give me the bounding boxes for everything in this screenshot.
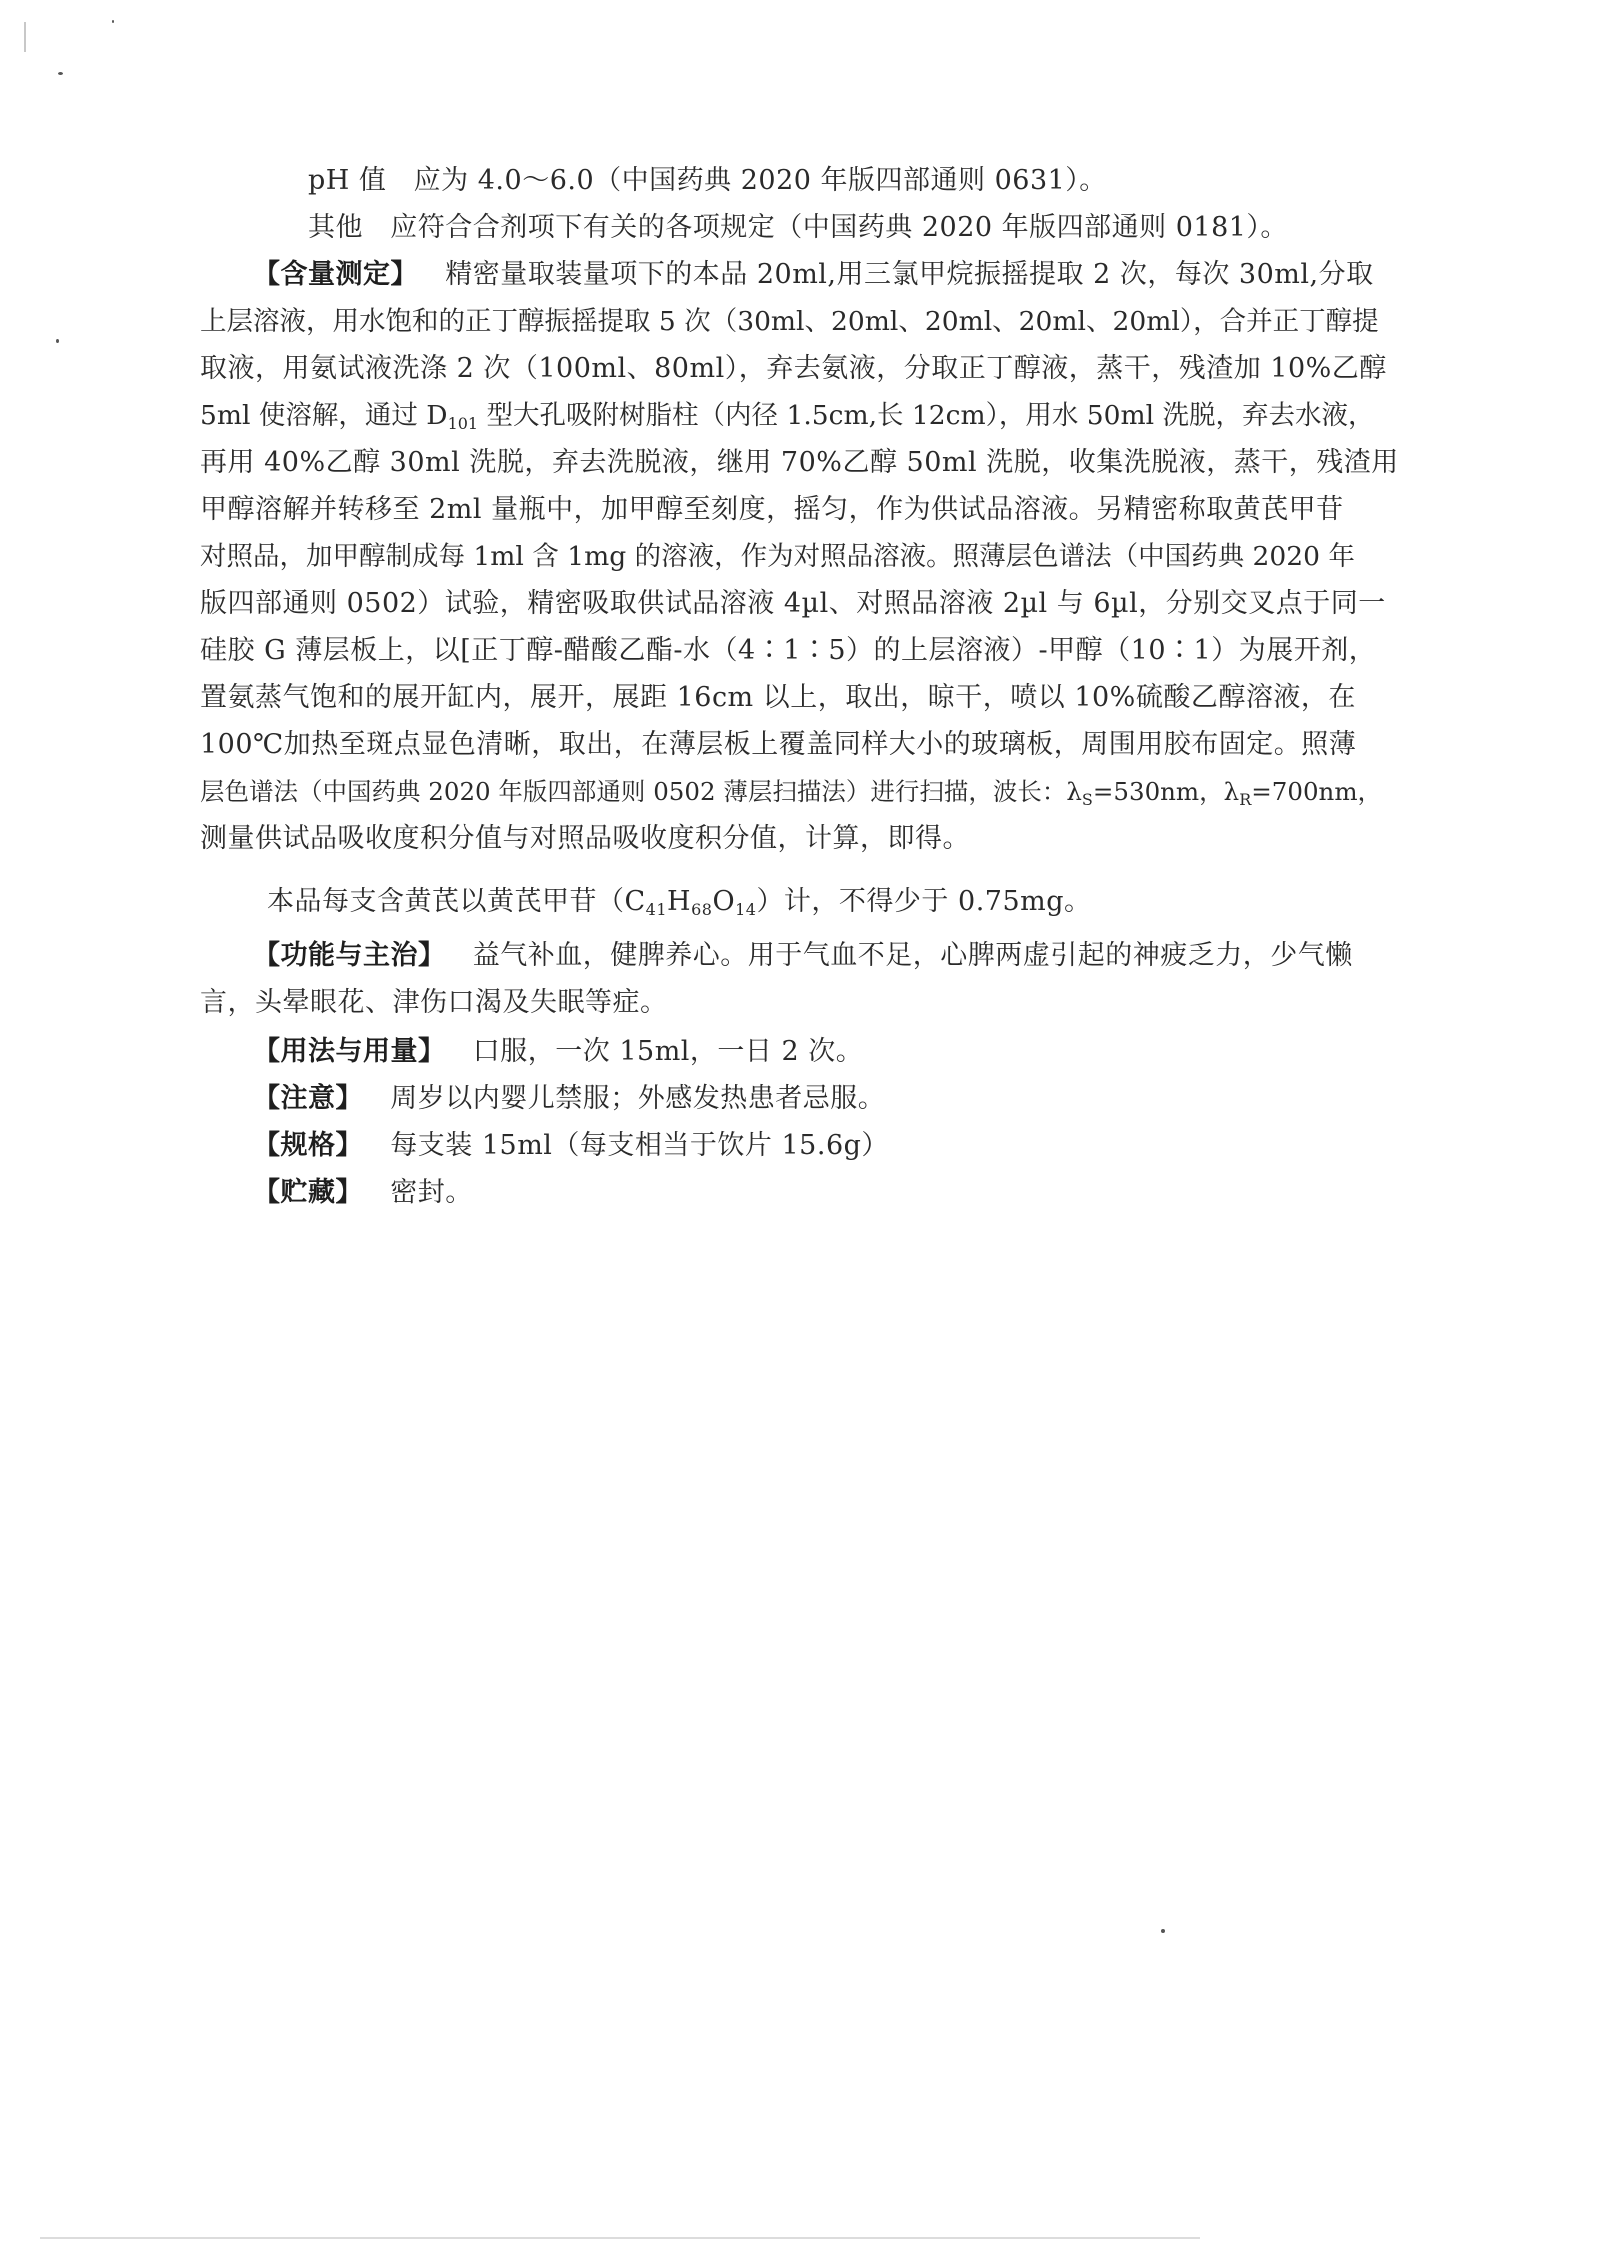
function-line-1 — [253, 938, 1353, 974]
storage-heading: 【贮藏】 — [253, 1177, 363, 1208]
assay-line-13: 测量供试品吸收度积分值与对照品吸收度积分值，计算，即得。 — [200, 823, 970, 854]
assay-line-6: 甲醇溶解并转移至 2ml 量瓶中，加甲醇至刻度，摇匀，作为供试品溶液。另精密称取黄芪甲苷 — [200, 494, 1344, 525]
subscript-101: 101 — [447, 414, 479, 433]
subscript-14: 14 — [735, 900, 757, 919]
usage-heading: 【用法与用量】 — [253, 1036, 446, 1067]
assay-text-4a: 5ml 使溶解，通过 D — [200, 400, 448, 431]
function-line-2: 言，头晕眼花、津伤口渴及失眠等症。 — [200, 987, 668, 1018]
usage-line — [253, 1034, 863, 1070]
ph-line — [308, 163, 1107, 199]
spec-heading: 【规格】 — [253, 1130, 363, 1161]
assay-line-8: 版四部通则 0502）试验，精密吸取供试品溶液 4µl、对照品溶液 2µl 与 6µl，分别交叉点于同一 — [200, 588, 1386, 619]
scan-speck — [1161, 1929, 1165, 1933]
subscript-41: 41 — [645, 900, 668, 919]
assay-line-2: 上层溶液，用水饱和的正丁醇振摇提取 5 次（30ml、20ml、20ml、20ml、20ml），合并正丁醇提 — [200, 306, 1379, 337]
storage-line — [253, 1175, 473, 1211]
assay-line-12 — [200, 774, 1382, 810]
scan-edge-bottom — [40, 2237, 1200, 2239]
assay-text-12a: 层色谱法（中国药典 2020 年版四部通则 0502 薄层扫描法）进行扫描，波长：λ — [200, 777, 1082, 806]
ph-label: pH 值 — [308, 165, 387, 196]
assay-line-10: 置氨蒸气饱和的展开缸内，展开，展距 16cm 以上，取出，晾干，喷以 10%硫酸乙醇溶液，在 — [200, 682, 1356, 713]
caution-heading: 【注意】 — [253, 1083, 363, 1114]
assay-line-5: 再用 40%乙醇 30ml 洗脱，弃去洗脱液，继用 70%乙醇 50ml 洗脱，收集洗脱液，蒸干，残渣用 — [200, 447, 1399, 478]
scan-speck — [56, 339, 59, 343]
scan-edge-left — [24, 22, 26, 52]
assay-line-7: 对照品，加甲醇制成每 1ml 含 1mg 的溶液，作为对照品溶液。照薄层色谱法（中国药典 2020 年 — [200, 541, 1355, 572]
scan-speck — [112, 20, 114, 23]
function-heading: 【功能与主治】 — [253, 940, 446, 971]
scan-speck — [58, 72, 63, 75]
assay-text-12c: =700nm， — [1251, 777, 1383, 806]
storage-text: 密封。 — [390, 1177, 473, 1208]
usage-text: 口服，一次 15ml，一日 2 次。 — [472, 1036, 864, 1067]
content-text-b: H — [667, 886, 692, 917]
assay-line-1 — [253, 257, 1374, 293]
content-text-d: ）计，不得少于 0.75mg。 — [756, 886, 1092, 917]
spec-text: 每支装 15ml（每支相当于饮片 15.6g） — [390, 1130, 889, 1161]
ph-text: 应为 4.0～6.0（中国药典 2020 年版四部通则 0631）。 — [413, 165, 1107, 196]
assay-line-4 — [200, 398, 1375, 434]
spec-line — [253, 1128, 889, 1164]
caution-text: 周岁以内婴儿禁服；外感发热患者忌服。 — [390, 1083, 886, 1114]
content-text-c: O — [712, 886, 736, 917]
subscript-s: S — [1081, 790, 1093, 809]
assay-line-3: 取液，用氨试液洗涤 2 次（100ml、80ml），弃去氨液，分取正丁醇液，蒸干，残渣加 10%乙醇 — [200, 353, 1387, 384]
subscript-r: R — [1239, 790, 1252, 809]
other-text: 应符合合剂项下有关的各项规定（中国药典 2020 年版四部通则 0181）。 — [390, 212, 1288, 243]
assay-heading: 【含量测定】 — [253, 259, 418, 290]
assay-text-12b: =530nm，λ — [1092, 777, 1240, 806]
assay-line-9: 硅胶 G 薄层板上，以[正丁醇-醋酸乙酯-水（4∶1∶5）的上层溶液）-甲醇（10∶1）为展开剂， — [200, 635, 1377, 666]
assay-text-1: 精密量取装量项下的本品 20ml,用三氯甲烷振摇提取 2 次，每次 30ml,分取 — [445, 259, 1374, 290]
content-text-a: 本品每支含黄芪以黄芪甲苷（C — [267, 886, 646, 917]
caution-line — [253, 1081, 885, 1117]
other-label: 其他 — [308, 212, 363, 243]
assay-line-11: 100℃加热至斑点显色清晰，取出，在薄层板上覆盖同样大小的玻璃板，周围用胶布固定。照薄 — [200, 729, 1357, 760]
function-text-1: 益气补血，健脾养心。用于气血不足，心脾两虚引起的神疲乏力，少气懒 — [472, 940, 1353, 971]
assay-text-4b: 型大孔吸附树脂柱（内径 1.5cm,长 12cm），用水 50ml 洗脱，弃去水液， — [478, 400, 1375, 431]
subscript-68: 68 — [691, 900, 713, 919]
content-limit-line — [267, 884, 1092, 920]
other-line — [308, 210, 1288, 246]
